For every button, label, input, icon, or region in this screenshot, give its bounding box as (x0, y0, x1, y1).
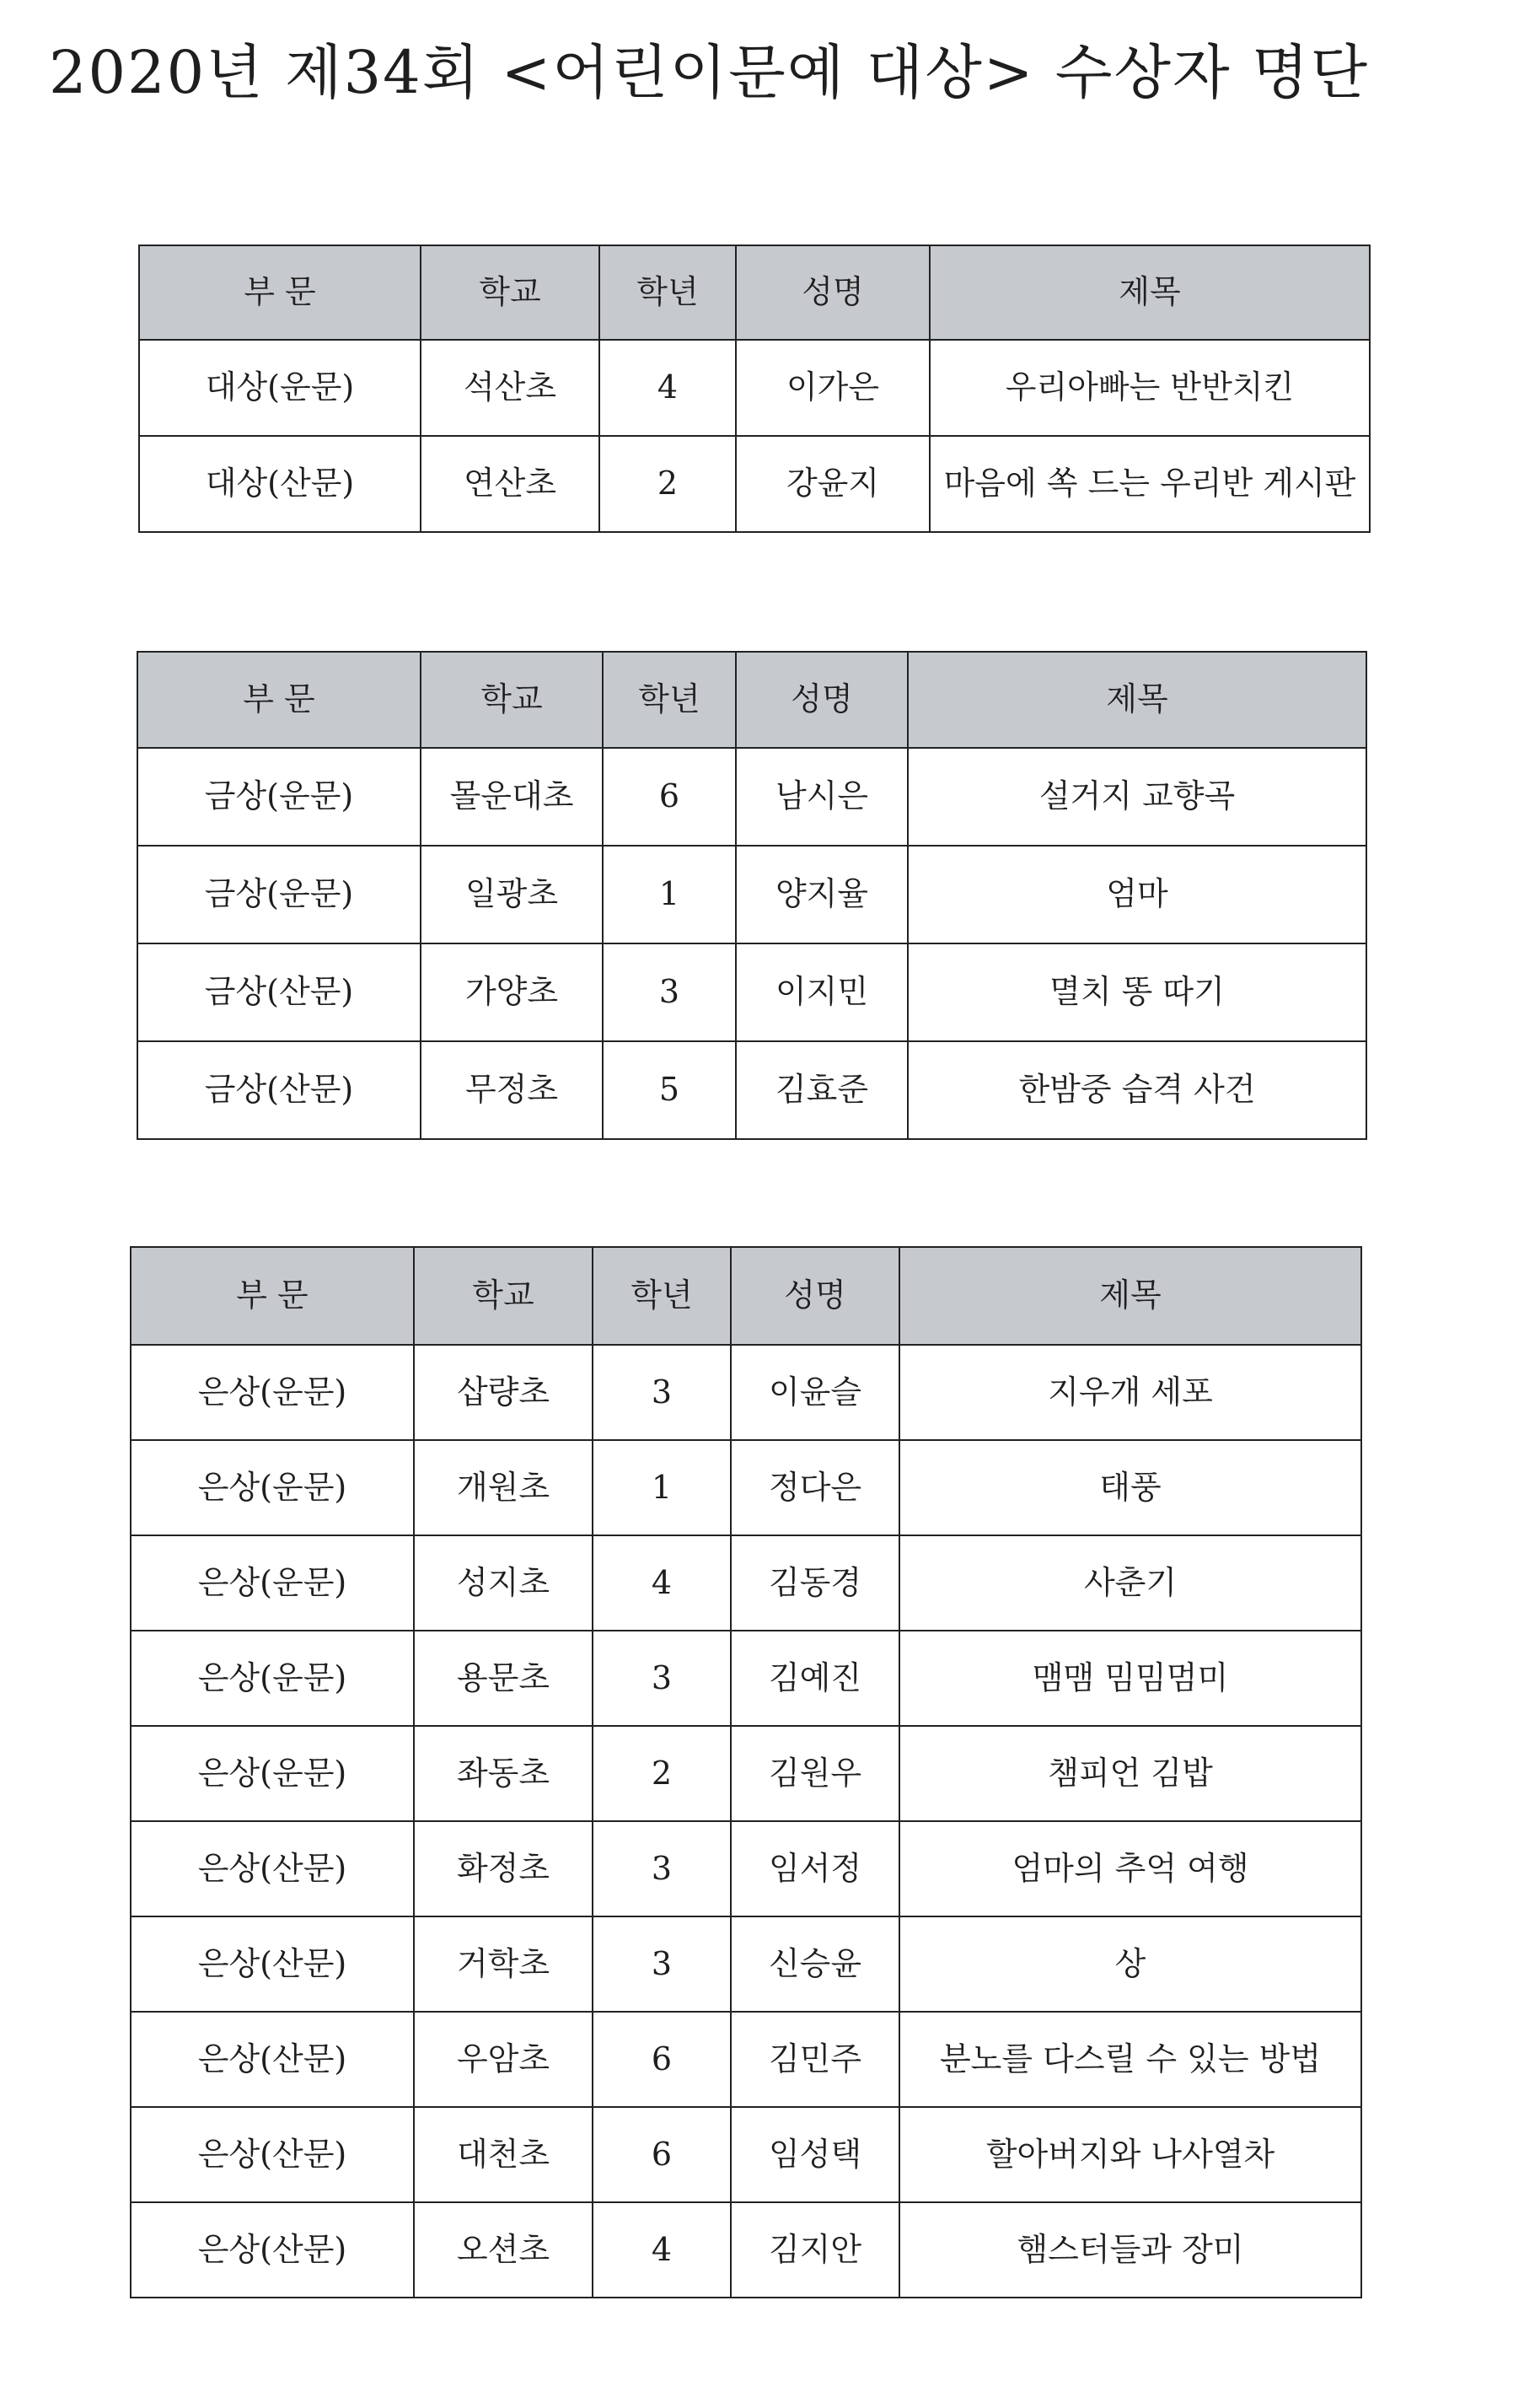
header-category: 부 문 (137, 652, 421, 748)
table-row (131, 1631, 1361, 1726)
school-cell: 가양초 (421, 943, 603, 1041)
header-title: 제목 (930, 245, 1370, 340)
table-row (131, 1440, 1361, 1535)
category-cell: 은상(운문) (131, 1631, 414, 1726)
table-header-row (139, 245, 1370, 340)
header-name: 성명 (736, 245, 930, 340)
title-cell: 엄마 (908, 846, 1366, 943)
grade-cell: 1 (603, 846, 736, 943)
school-cell: 삽량초 (414, 1345, 593, 1440)
table-row (131, 1726, 1361, 1821)
title-cell: 멸치 똥 따기 (908, 943, 1366, 1041)
school-cell: 거학초 (414, 1916, 593, 2012)
title-cell: 우리아빠는 반반치킨 (930, 340, 1370, 436)
grade-cell: 6 (603, 748, 736, 846)
table-header-row (131, 1247, 1361, 1345)
header-grade: 학년 (593, 1247, 731, 1345)
name-cell: 이윤슬 (731, 1345, 899, 1440)
name-cell: 김원우 (731, 1726, 899, 1821)
table-row (137, 748, 1366, 846)
school-cell: 대천초 (414, 2107, 593, 2202)
school-cell: 무정초 (421, 1041, 603, 1139)
name-cell: 임서정 (731, 1821, 899, 1916)
school-cell: 몰운대초 (421, 748, 603, 846)
table-row (131, 2012, 1361, 2107)
school-cell: 좌동초 (414, 1726, 593, 1821)
grade-cell: 4 (593, 2202, 731, 2298)
school-cell: 석산초 (421, 340, 599, 436)
category-cell: 은상(운문) (131, 1345, 414, 1440)
table-row (131, 2107, 1361, 2202)
table-row (131, 1821, 1361, 1916)
header-grade: 학년 (599, 245, 736, 340)
category-cell: 금상(운문) (137, 748, 421, 846)
category-cell: 은상(운문) (131, 1440, 414, 1535)
table-row (137, 943, 1366, 1041)
grade-cell: 2 (599, 436, 736, 532)
header-title: 제목 (908, 652, 1366, 748)
name-cell: 김효준 (736, 1041, 908, 1139)
table-row (131, 1916, 1361, 2012)
category-cell: 금상(산문) (137, 943, 421, 1041)
name-cell: 김예진 (731, 1631, 899, 1726)
grade-cell: 3 (593, 1345, 731, 1440)
grade-cell: 3 (593, 1916, 731, 2012)
school-cell: 화정초 (414, 1821, 593, 1916)
table-row (139, 436, 1370, 532)
grade-cell: 5 (603, 1041, 736, 1139)
category-cell: 은상(운문) (131, 1726, 414, 1821)
name-cell: 임성택 (731, 2107, 899, 2202)
grade-cell: 1 (593, 1440, 731, 1535)
title-cell: 설거지 교향곡 (908, 748, 1366, 846)
name-cell: 이지민 (736, 943, 908, 1041)
name-cell: 김민주 (731, 2012, 899, 2107)
school-cell: 성지초 (414, 1535, 593, 1631)
table-row (131, 2202, 1361, 2298)
grade-cell: 4 (593, 1535, 731, 1631)
table-row (131, 1535, 1361, 1631)
category-cell: 은상(산문) (131, 1821, 414, 1916)
grade-cell: 3 (603, 943, 736, 1041)
title-cell: 한밤중 습격 사건 (908, 1041, 1366, 1139)
table-row (131, 1345, 1361, 1440)
school-cell: 오션초 (414, 2202, 593, 2298)
page-title: 2020년 제34회 <어린이문예 대상> 수상자 명단 (49, 38, 1370, 107)
grand-prize-table (138, 245, 1371, 533)
category-cell: 은상(산문) (131, 1916, 414, 2012)
grade-cell: 3 (593, 1631, 731, 1726)
grade-cell: 6 (593, 2012, 731, 2107)
name-cell: 강윤지 (736, 436, 930, 532)
name-cell: 이가은 (736, 340, 930, 436)
header-title: 제목 (899, 1247, 1361, 1345)
title-cell: 지우개 세포 (899, 1345, 1361, 1440)
table-row (139, 340, 1370, 436)
school-cell: 연산초 (421, 436, 599, 532)
category-cell: 은상(산문) (131, 2107, 414, 2202)
name-cell: 김동경 (731, 1535, 899, 1631)
header-name: 성명 (736, 652, 908, 748)
category-cell: 대상(산문) (139, 436, 421, 532)
title-cell: 엄마의 추억 여행 (899, 1821, 1361, 1916)
name-cell: 남시은 (736, 748, 908, 846)
title-cell: 분노를 다스릴 수 있는 방법 (899, 2012, 1361, 2107)
header-grade: 학년 (603, 652, 736, 748)
grade-cell: 4 (599, 340, 736, 436)
title-cell: 맴맴 밈밈멈미 (899, 1631, 1361, 1726)
table-header-row (137, 652, 1366, 748)
title-cell: 챔피언 김밥 (899, 1726, 1361, 1821)
title-cell: 햄스터들과 장미 (899, 2202, 1361, 2298)
school-cell: 우암초 (414, 2012, 593, 2107)
category-cell: 대상(운문) (139, 340, 421, 436)
title-cell: 마음에 쏙 드는 우리반 게시판 (930, 436, 1370, 532)
school-cell: 용문초 (414, 1631, 593, 1726)
name-cell: 신승윤 (731, 1916, 899, 2012)
header-category: 부 문 (131, 1247, 414, 1345)
title-cell: 상 (899, 1916, 1361, 2012)
category-cell: 은상(운문) (131, 1535, 414, 1631)
title-cell: 태풍 (899, 1440, 1361, 1535)
header-school: 학교 (414, 1247, 593, 1345)
name-cell: 양지율 (736, 846, 908, 943)
category-cell: 은상(산문) (131, 2202, 414, 2298)
category-cell: 은상(산문) (131, 2012, 414, 2107)
header-school: 학교 (421, 652, 603, 748)
header-name: 성명 (731, 1247, 899, 1345)
grade-cell: 6 (593, 2107, 731, 2202)
name-cell: 정다은 (731, 1440, 899, 1535)
school-cell: 개원초 (414, 1440, 593, 1535)
grade-cell: 3 (593, 1821, 731, 1916)
header-category: 부 문 (139, 245, 421, 340)
school-cell: 일광초 (421, 846, 603, 943)
title-cell: 사춘기 (899, 1535, 1361, 1631)
silver-prize-table (130, 1246, 1362, 2298)
table-row (137, 846, 1366, 943)
name-cell: 김지안 (731, 2202, 899, 2298)
grade-cell: 2 (593, 1726, 731, 1821)
category-cell: 금상(운문) (137, 846, 421, 943)
gold-prize-table (137, 651, 1367, 1140)
header-school: 학교 (421, 245, 599, 340)
title-cell: 할아버지와 나사열차 (899, 2107, 1361, 2202)
category-cell: 금상(산문) (137, 1041, 421, 1139)
table-row (137, 1041, 1366, 1139)
